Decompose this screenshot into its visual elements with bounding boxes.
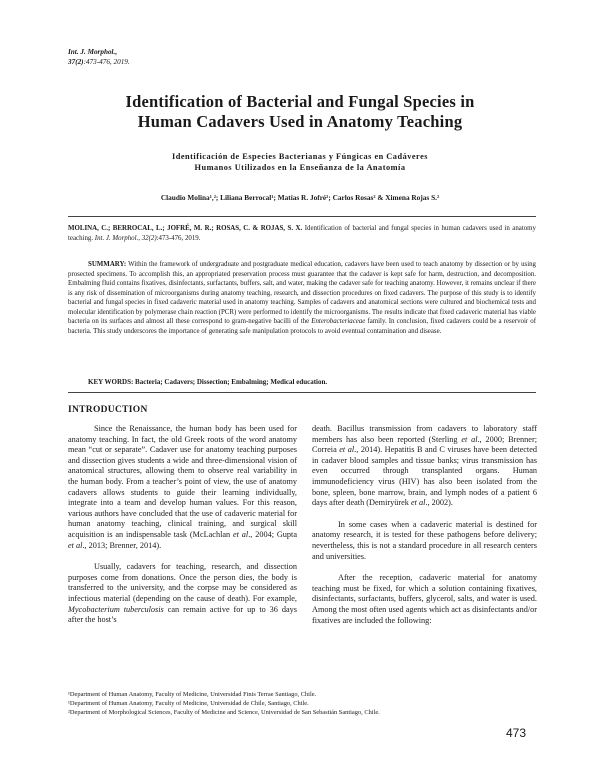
- citation-pages: :473-476, 2019.: [156, 234, 201, 242]
- text-run: ., 2004; Gupta: [248, 529, 297, 539]
- summary-text-b: family. In conclusion, fixed cadavers could be a reservoir of bacteria. This study underscores the importance of generating safe manipulation protocols to avoid eventual contamination and disease.: [68, 318, 536, 335]
- citation: [68, 224, 536, 243]
- text-run: ., 2000; Brenner; Correia: [312, 434, 537, 455]
- keywords: KEY WORDS: Bacteria; Cadavers; Dissection; Embalming; Medical education.: [88, 378, 328, 386]
- text-run: ., 2014). Hepatitis B and C viruses have been detected in cadaver blood samples and tissue banks; virus transmission has even occurred through transplanted organs. Human immunodeficiency virus (HIV) has also been isolated from the bone, spleen, bone marrow, brain, and lymph nodes of a patient 6 days after death (Demiryürek: [312, 445, 538, 508]
- text-run: death. Bacillus transmission from cadavers to laboratory staff members has also been reported (Sterling: [312, 424, 537, 444]
- footnote: ¹Department of Human Anatomy, Faculty of Medicine, Universidad Finis Terrae Santiago, Chile.: [68, 691, 317, 698]
- section-heading-introduction: INTRODUCTION: [68, 405, 148, 415]
- header-divider: [68, 216, 536, 217]
- citation-text: Identification of bacterial and fungal species in human cadavers used in anatomy teaching.: [68, 225, 536, 242]
- article-subtitle: [60, 151, 540, 173]
- text-run: Usually, cadavers for teaching, research, and dissection purposes come from donations. Once the person dies, the body is transferred to the university, and the corpse may be considered as infectious material (depending on the cause of death). For example,: [68, 562, 297, 603]
- text-run: Since the Renaissance, the human body has been used for anatomy teaching. In fact, the old Greek roots of the word anatomy mean “cut or separate”. Cadaver use for anatomy teaching purposes and dissection gives students a wide and three-dimensional vision of anatomical structures, allowing them to observe real variability in the human body. From a teacher’s point of view, the use of anatomy cadavers allows students to guide their learning individually, integrate into a team and develop human values. For this reason, various authors have concluded that the use of cadaveric material for human anatomy teaching, clinical training, and surgical skill acquisition is an indispensable task (McLachlan: [68, 424, 297, 539]
- summary-text-a: Within the framework of undergraduate and postgraduate medical education, cadavers have been used to teach anatomy by dissection or by using prosected specimens. To accomplish this, an appropriated preservation process must guarantee that the cadaver is kept safe for harm, destruction, and decomposition. Embalming fluid contains fixatives, disinfectants, surfactants, buffers, salt, and water, making the cadaver safe for teaching anatomy. However, it remains unclear if there is any risk of dissemination of microorganisms during anatomy teaching, research, and dissection procedures on fixed cadavers. The purpose of this study is to identify bacterial and fungal species in fixed cadaveric material used in anatomy teaching. Samples of cadavers and anatomical sections were cultured and biochemical tests and molecular identification by polymerase chain reaction (PCR) were performed to identify the microorganisms. The results indicate that fixed cadaveric material has viable bacteria on its surfaces and almost all these correspond to gram-negative bacilli of the: [68, 261, 536, 325]
- summary-italic: Enterobacteriaceae: [311, 318, 366, 325]
- page-number: 473: [506, 726, 527, 740]
- footnote: ²Department of Morphological Sciences, Faculty of Medicine and Science, Universidad de San Sebastián Santiago, Chile.: [68, 709, 380, 717]
- affiliation-footnotes: [68, 690, 538, 718]
- footnote: ¹Department of Human Anatomy, Faculty of Medicine, Universidad de Chile, Santiago, Chile.: [68, 700, 309, 708]
- author-list: Claudio Molina¹,²; Liliana Berrocal¹; Matías R. Jofré²; Carlos Rosas² & Ximena Rojas S.²: [160, 193, 440, 202]
- keywords-divider: [68, 392, 536, 393]
- text-run: ., 2013; Brenner, 2014).: [82, 540, 162, 550]
- paragraph: In some cases when a cadaveric material is destined for anatomy research, it is tested for these pathogens before delivery; nevertheless, this is not a standard procedure in all research centers and universities.: [312, 519, 537, 561]
- article-title: [40, 92, 560, 132]
- journal-volume: 37(2): [68, 58, 84, 66]
- body-column-right: [312, 424, 537, 626]
- subtitle-line-2: Humanos Utilizados en la Enseñanza de la Anatomía: [194, 163, 406, 172]
- journal-pages: :473-476, 2019.: [83, 58, 130, 66]
- text-run: ., 2002).: [425, 498, 453, 508]
- journal-reference: [68, 47, 130, 67]
- paragraph: [312, 424, 537, 509]
- body-column-left: [68, 424, 297, 626]
- subtitle-line-1: Identificación de Especies Bacterianas y Fúngicas en Cadáveres: [171, 152, 428, 161]
- citation-authors: MOLINA, C.; BERROCAL, L.; JOFRÉ, M. R.; ROSAS, C. & ROJAS, S. X.: [68, 225, 303, 232]
- text-italic: et al: [339, 445, 355, 455]
- paragraph: [68, 562, 297, 626]
- title-line-2: Human Cadavers Used in Anatomy Teaching: [137, 112, 463, 131]
- text-italic: et al: [461, 434, 478, 444]
- abstract: [68, 260, 536, 336]
- text-run: can remain active for up to 36 days after the host’s: [68, 604, 297, 625]
- paragraph: After the reception, cadaveric material for anatomy teaching must be fixed, for which a solution containing fixatives, disinfectants, surfactants, buffers, glycerol, salts, and water is used. Among the most often used agents which act as disinfectants and/or fixatives are included the following:: [312, 573, 537, 625]
- summary-label: SUMMARY:: [88, 261, 127, 268]
- journal-name: Int. J. Morphol.,: [68, 48, 118, 56]
- text-italic: et al: [68, 540, 83, 550]
- citation-journal: Int. J. Morphol., 32(2): [93, 234, 157, 242]
- text-italic: Mycobacterium tuberculosis: [68, 604, 164, 614]
- title-line-1: Identification of Bacterial and Fungal Species in: [125, 92, 475, 111]
- text-italic: et al: [233, 529, 249, 539]
- text-italic: et al: [410, 498, 426, 508]
- paragraph: [68, 424, 297, 551]
